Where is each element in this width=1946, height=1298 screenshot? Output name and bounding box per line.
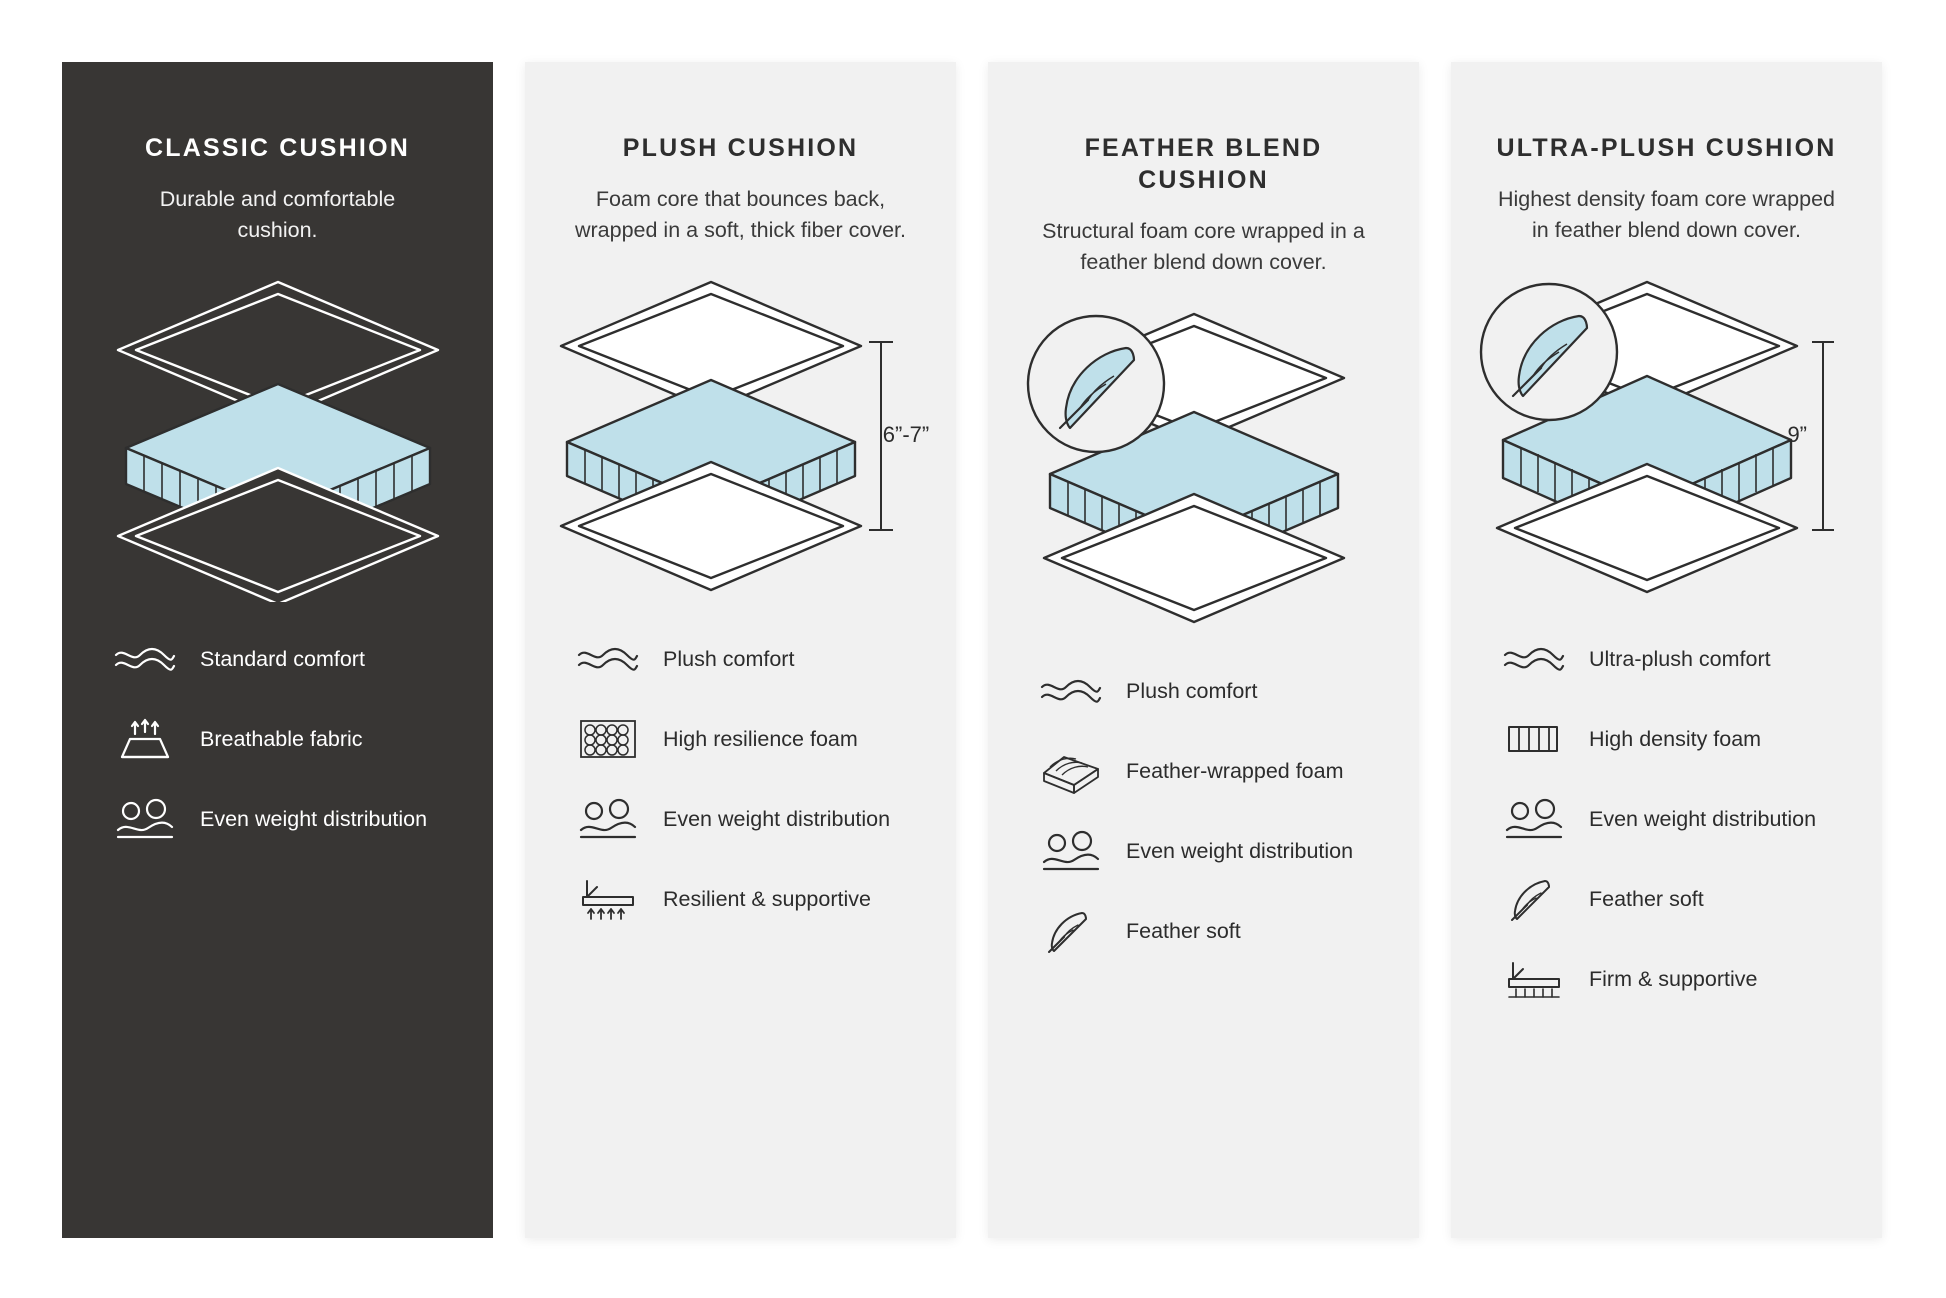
exploded-cushion-diagram-icon [1467,272,1867,602]
cushion-illustration-plush [525,272,956,632]
feature-item [114,792,459,846]
feature-item [1040,824,1385,878]
feature-list [988,664,1419,958]
supportive-seat-icon [1503,952,1575,1006]
dimension-label: 6”-7” [882,422,929,448]
feature-label: Breathable fabric [200,726,363,751]
feature-item [577,712,922,766]
cushion-illustration-classic [62,272,493,632]
feature-label: Plush comfort [1126,678,1258,703]
feather-wrapped-foam-icon [1040,744,1112,798]
card-description: Foam core that bounces back, wrapped in a soft, thick fiber cover. [574,187,907,243]
even-weight-icon [1040,824,1112,878]
card-title: CLASSIC CUSHION [145,134,410,162]
cushion-card-plush[interactable] [525,62,956,1238]
exploded-cushion-diagram-icon [551,272,931,602]
feature-label: Even weight distribution [200,806,428,831]
feature-item [1503,632,1848,686]
wave-icon [114,632,186,686]
feature-label: Ultra-plush comfort [1589,646,1771,671]
feature-label: Feather soft [1589,886,1704,911]
card-description: Structural foam core wrapped in a feather blend down cover. [1042,219,1365,275]
exploded-cushion-diagram-icon [108,272,448,602]
feature-label: Plush comfort [663,646,795,671]
wave-icon [577,632,649,686]
feather-icon [1503,872,1575,926]
feature-label: Even weight distribution [1589,806,1817,831]
feature-item [114,712,459,766]
card-title: PLUSH CUSHION [622,134,859,162]
feature-label: Standard comfort [200,646,365,671]
feature-item [1503,952,1848,1006]
feature-label: Even weight distribution [663,806,891,831]
feature-item [1503,712,1848,766]
cushion-illustration-feather-blend [988,304,1419,664]
card-title: ULTRA-PLUSH CUSHION [1496,134,1837,162]
even-weight-icon [114,792,186,846]
feature-label: High resilience foam [663,726,858,751]
cushion-card-feather-blend[interactable] [988,62,1419,1238]
feature-item [1040,664,1385,718]
cushion-card-row [62,62,1882,1238]
feature-item [1040,744,1385,798]
dense-foam-icon [1503,712,1575,766]
feature-list [525,632,956,926]
cushion-illustration-ultra-plush [1451,272,1882,632]
card-description: Durable and comfortable cushion. [159,187,396,243]
feature-label: Even weight distribution [1126,838,1354,863]
exploded-cushion-diagram-icon [1014,304,1394,634]
breathable-fabric-icon [114,712,186,766]
feature-list [62,632,493,846]
honeycomb-foam-icon [577,712,649,766]
card-title: FEATHER BLEND CUSHION [1084,134,1323,194]
feature-item [577,872,922,926]
dimension-label: 9” [1786,422,1807,448]
feature-item [114,632,459,686]
even-weight-icon [577,792,649,846]
even-weight-icon [1503,792,1575,846]
feature-item [1503,792,1848,846]
feature-item [577,632,922,686]
feature-label: Feather-wrapped foam [1126,758,1344,783]
wave-icon [1040,664,1112,718]
feature-item [1040,904,1385,958]
feature-label: Firm & supportive [1589,966,1758,991]
feature-item [1503,872,1848,926]
supportive-seat-icon [577,872,649,926]
feature-list [1451,632,1882,1006]
feature-label: Resilient & supportive [663,886,871,911]
cushion-card-classic[interactable] [62,62,493,1238]
cushion-card-ultra-plush[interactable] [1451,62,1882,1238]
card-description: Highest density foam core wrapped in feather blend down cover. [1497,187,1835,243]
feature-item [577,792,922,846]
feather-icon [1040,904,1112,958]
feature-label: High density foam [1589,726,1762,751]
feature-label: Feather soft [1126,918,1241,943]
wave-icon [1503,632,1575,686]
